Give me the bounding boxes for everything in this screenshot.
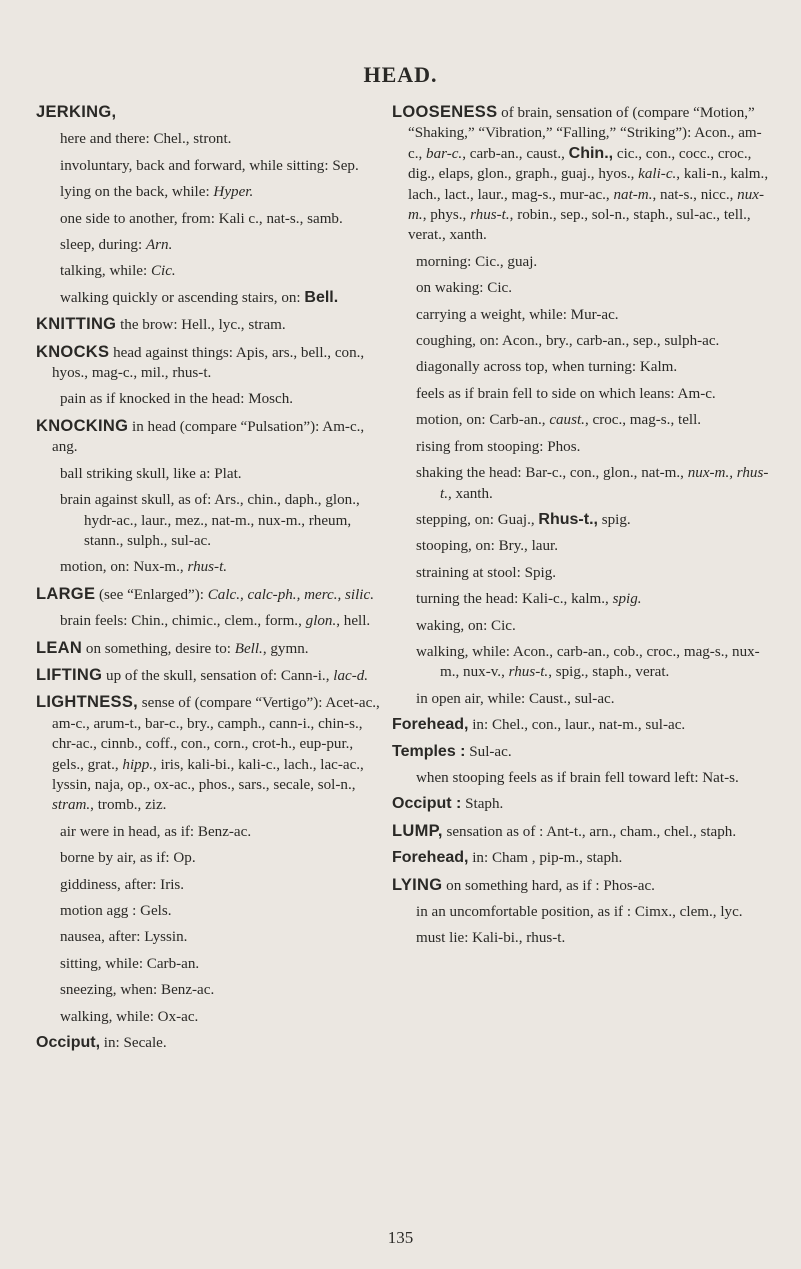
heading-term: JERKING,	[36, 103, 117, 121]
heading-term: LUMP,	[392, 821, 443, 840]
location-heading: Occiput,	[36, 1034, 101, 1052]
sub-entry: air were in head, as if: Benz-ac.	[60, 823, 252, 840]
main-entry: LARGE (see “Enlarged”): Calc., calc-ph., merc., silic.	[36, 584, 374, 603]
sub-entry: morning: Cic., guaj.	[416, 253, 538, 270]
sub-entry: straining at stool: Spig.	[416, 564, 557, 581]
main-entry: Occiput : Staph.	[392, 795, 504, 813]
sub-entry: diagonally across top, when turning: Kalm.	[416, 359, 678, 376]
heading-term: LYING	[392, 875, 443, 894]
sub-entry: feels as if brain fell to side on which leans: Am-c.	[416, 385, 716, 402]
main-entry: LOOSENESS of brain, sensation of (compare “Motion,” “Shaking,” “Vibration,” “Falling,” “Striking”): Acon., am-c., bar-c., carb-an., caust., Chin., cic., con., cocc., croc., dig., elaps, glon., graph., guaj., hyos., kali-c., kali-n., kalm., lach., lact., laur., mag-s., mur-ac., nat-m., nat-s., nicc., nux-m., phys., rhus-t., robin., sep., sol-n., staph., sul-ac., tell., verat., xanth.	[392, 103, 769, 244]
sub-entry: walking quickly or ascending stairs, on: Bell.	[60, 288, 339, 306]
sub-entry: waking, on: Cic.	[416, 617, 516, 634]
sub-entry: in open air, while: Caust., sul-ac.	[416, 690, 615, 707]
location-heading: Forehead,	[392, 849, 469, 867]
heading-term: KNITTING	[36, 315, 117, 334]
heading-term: KNOCKING	[36, 416, 129, 435]
heading-term: LEAN	[36, 638, 83, 657]
main-entry: LYING on something hard, as if : Phos-ac.	[392, 875, 655, 894]
left-column	[36, 102, 388, 1059]
sub-entry: ball striking skull, like a: Plat.	[60, 465, 242, 482]
sub-entry: rising from stooping: Phos.	[416, 438, 581, 455]
sub-entry: walking, while: Ox-ac.	[60, 1008, 199, 1025]
sub-entry: shaking the head: Bar-c., con., glon., nat-m., nux-m., rhus-t., xanth.	[416, 465, 769, 502]
sub-entry: sneezing, when: Benz-ac.	[60, 982, 215, 999]
sub-entry: in an uncomfortable position, as if : Cimx., clem., lyc.	[416, 904, 743, 920]
main-entry: LUMP, sensation as of : Ant-t., arn., cham., chel., staph.	[392, 821, 737, 840]
location-heading: Occiput :	[392, 795, 462, 813]
location-heading: Temples :	[392, 742, 466, 760]
sub-entry: motion, on: Carb-an., caust., croc., mag-s., tell.	[416, 412, 702, 429]
sub-entry: on waking: Cic.	[416, 280, 513, 297]
heading-term: LIFTING	[36, 665, 103, 684]
sub-entry: walking, while: Acon., carb-an., cob., croc., mag-s., nux-m., nux-v., rhus-t., spig., staph., verat.	[416, 643, 760, 681]
sub-entry: carrying a weight, while: Mur-ac.	[416, 306, 619, 323]
sub-entry: giddiness, after: Iris.	[60, 876, 185, 893]
sub-entry: coughing, on: Acon., bry., carb-an., sep., sulph-ac.	[416, 333, 720, 350]
sub-entry: stepping, on: Guaj., Rhus-t., spig.	[416, 510, 631, 528]
heading-term: LOOSENESS	[392, 103, 498, 121]
sub-entry: sitting, while: Carb-an.	[60, 955, 200, 972]
sub-entry: motion agg : Gels.	[60, 903, 172, 919]
sub-entry: lying on the back, while: Hyper.	[60, 184, 254, 201]
sub-entry: when stooping feels as if brain fell toward left: Nat-s.	[416, 769, 739, 786]
main-entry: Temples : Sul-ac.	[392, 742, 512, 760]
page-title: HEAD.	[363, 62, 438, 87]
main-entry	[36, 102, 388, 123]
right-column	[392, 102, 772, 955]
main-entry: LIGHTNESS, sense of (compare “Vertigo”): Acet-ac., am-c., arum-t., bar-c., bry., camph., cann-i., chin-s., chr-ac., cinnb., coff., con., corn., crot-h., eup-pur., gels., grat., hipp., iris, kali-bi., kali-c., lach., lac-ac., lyssin, naja, op., ox-ac., phos., sars., secale, sol-n., stram., tromb., ziz.	[36, 693, 380, 814]
sub-entry: nausea, after: Lyssin.	[60, 929, 188, 946]
main-entry: Forehead, in: Cham , pip-m., staph.	[392, 849, 623, 867]
location-heading: Forehead,	[392, 716, 469, 734]
sub-entry: turning the head: Kali-c., kalm., spig.	[416, 591, 642, 608]
sub-entry: sleep, during: Arn.	[60, 237, 173, 254]
heading-term: LARGE	[36, 584, 96, 603]
sub-entry: brain against skull, as of: Ars., chin., daph., glon., hydr-ac., laur., mez., nat-m., nux-m., rheum, stann., sulph., sul-ac.	[60, 492, 360, 549]
heading-term: LIGHTNESS,	[36, 693, 139, 712]
main-entry: Occiput, in: Secale.	[36, 1034, 167, 1052]
main-entry: LEAN on something, desire to: Bell., gymn.	[36, 638, 309, 657]
main-entry: LIFTING up of the skull, sensation of: Cann-i., lac-d.	[36, 665, 369, 684]
sub-entry: motion, on: Nux-m., rhus-t.	[60, 559, 228, 576]
sub-entry: must lie: Kali-bi., rhus-t.	[416, 930, 566, 947]
main-entry: Forehead, in: Chel., con., laur., nat-m., sul-ac.	[392, 716, 686, 734]
main-entry: KNOCKING in head (compare “Pulsation”): Am-c., ang.	[36, 416, 365, 456]
sub-entry: talking, while: Cic.	[60, 263, 176, 280]
main-entry: KNITTING the brow: Hell., lyc., stram.	[36, 315, 286, 334]
sub-entry: borne by air, as if: Op.	[60, 850, 196, 867]
main-entry: KNOCKS head against things: Apis, ars., bell., con., hyos., mag-c., mil., rhus-t.	[36, 342, 365, 382]
page-number: 135	[387, 1228, 414, 1247]
sub-entry: one side to another, from: Kali c., nat-s., samb.	[60, 210, 343, 227]
sub-entry: involuntary, back and forward, while sitting: Sep.	[60, 157, 359, 174]
sub-entry: stooping, on: Bry., laur.	[416, 538, 558, 555]
sub-entry: pain as if knocked in the head: Mosch.	[60, 391, 294, 408]
sub-entry: here and there: Chel., stront.	[60, 131, 232, 148]
heading-term: KNOCKS	[36, 342, 110, 361]
sub-entry: brain feels: Chin., chimic., clem., form., glon., hell.	[60, 613, 371, 630]
